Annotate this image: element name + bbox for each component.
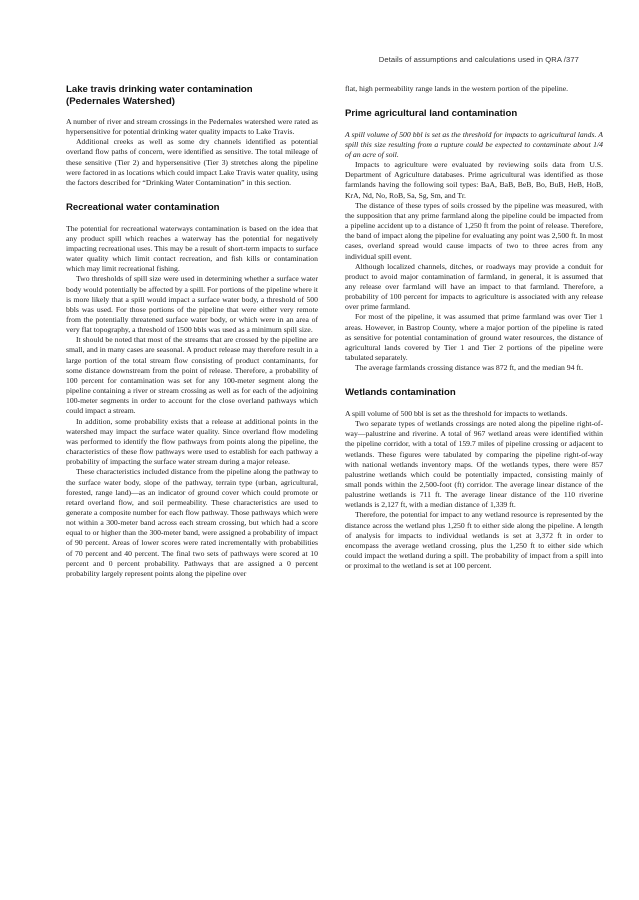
paragraph: The distance of these types of soils crossed by the pipeline was measured, with the supposition that any prime farmland along the pipeline could be impacted from a pipeline accident up to a distance of 1,250 ft from the point of release. Therefore, the band of impact along the pipeline for evaluating any point was 2,500 ft. In most cases, overland spread would cause impacts of two to three acres from any individual spill event.: [345, 200, 603, 261]
paragraph: Two thresholds of spill size were used in determining whether a surface water body would potentially be affected by a spill. For portions of the pipeline where it is more likely that a spill would impact a surface water body, a threshold of 500 bbls was used. For those portions of the pipeline that were either very remote from the potentially threatened surface water body, or which were in an area of very flat topography, a threshold of 1500 bbls was used as a minimum spill size.: [66, 274, 318, 335]
paragraph: It should be noted that most of the streams that are crossed by the pipeline are small, and in many cases are seasonal. A product release may therefore result in a large portion of the total stream flow consisting of product contaminants, for some distance downstream from the point of release. Therefore, a probability of 100 percent for contamination was set for any 100-meter segment along the pipeline containing a river or stream crossing as well as for each of the adjoining 100-meter segments in order to account for the close overland pathways which could impact a stream.: [66, 335, 318, 416]
paragraph: For most of the pipeline, it was assumed that prime farmland was over Tier 1 areas. However, in Bastrop County, where a major portion of the pipeline is rated as sensitive for potential contamination of ground water resources, the distance of agricultural lands covered by Tier 1 and Tier 2 portions of the pipeline were tabulated separately.: [345, 312, 603, 363]
running-header: Details of assumptions and calculations used in QRA /377: [378, 55, 579, 64]
paragraph: These characteristics included distance from the pipeline along the pathway to the surface water body, slope of the pathway, terrain type (urban, agricultural, forested, range land)—as an indicator of ground cover which could promote or retard overland flow, and soil permeability. These characteristics are used to generate a composite number for each flow pathway. Those pathways which were not within a 300-meter band across each stream crossing, but which had a score equal to or higher than the 300-meter band, were assigned a probability of impact of 90 percent. Areas of lower scores were rated incrementally with probabilities of 70 percent and 40 percent. The final two sets of pathways were scored at 10 percent and 0 percent probability. Pathways that are assigned a 0 percent probability largely represent points along the pipeline over: [66, 467, 318, 578]
heading-wetlands: Wetlands contamination: [345, 387, 456, 399]
right-column: [345, 84, 603, 571]
paragraph: The average farmlands crossing distance was 872 ft, and the median 94 ft.: [355, 363, 583, 373]
paragraph: A spill volume of 500 bbl is set as the threshold for impacts to agricultural lands. A spill this size resulting from a rupture could be expected to contaminate about 1/4 of an acre of soil.: [345, 129, 603, 159]
paragraph: Additional creeks as well as some dry channels identified as potential overland flow paths of concern, were identified as sensitive. The total mileage of these sensitive (Tier 2) and hypersensitive (Tier 3) stretches along the pipeline were factored in as locations which could impact Lake Travis water quality, using the factors described for “Drinking Water Contamination” in this section.: [66, 137, 318, 187]
paragraph: Therefore, the potential for impact to any wetland resource is represented by the distance across the wetland plus 1,250 ft to either side along the pipeline. A length of analysis for impacts to individual wetlands is set at 3,372 ft in order to encompass the average wetland crossing, plus the 1,250 ft to either side which could impact the wetland during a spill. The probability of impact from a spill into or proximal to the wetland is set at 100 percent.: [345, 510, 603, 571]
paragraph: A spill volume of 500 bbl is set as the threshold for impacts to wetlands.: [345, 408, 568, 418]
heading-prime-agricultural: Prime agricultural land contamination: [345, 108, 518, 120]
paragraph: The potential for recreational waterways contamination is based on the idea that any product spill which reaches a waterway has the potential for negatively impacting recreational uses. This may be a result of short-term impacts to surface water quality which limit contact recreation, and fish kills or contamination which may limit recreational fishing.: [66, 223, 318, 274]
paragraph: In addition, some probability exists that a release at additional points in the watershed may impact the surface water quality. Since overland flow modeling was performed to identify the flow pathways from points along the pipeline, the characteristics of these flow pathways were used to establish for each pathway a probability of impacting the surface water stream during a major release.: [66, 416, 318, 467]
paragraph: A number of river and stream crossings in the Pedernales watershed were rated as hypersensitive for potential drinking water quality impacts to Lake Travis.: [66, 117, 318, 137]
paragraph-continued: flat, high permeability range lands in the western portion of the pipeline.: [345, 84, 569, 93]
heading-recreational-water: Recreational water contamination: [66, 202, 220, 214]
paragraph: Although localized channels, ditches, or roadways may provide a conduit for product to avoid major contamination of farmland, in general, it is assumed that any release over farmland will have an impact to that farmland. Therefore, a probability of 100 percent for impacts to agriculture is associated with any release over prime farmland.: [345, 261, 603, 312]
left-column: [66, 84, 318, 579]
paragraph: Two separate types of wetlands crossings are noted along the pipeline right-of-way—palustrine and riverine. A total of 967 wetland areas were identified within the pipeline corridor, with a total of 159.7 miles of pipeline crossing or adjacent to wetlands. These figures were tabulated by comparing the pipeline right-of-way with national wetlands inventory maps. Of the wetlands types, there were 857 palustrine wetlands which could be potentially impacted, consisting mainly of small ponds within the 2,500-foot (ft) corridor. The average linear distance of the palustrine wetlands is 711 ft. The average linear distance of the 110 riverine wetlands is 2,127 ft, with a median distance of 1,339 ft.: [345, 419, 603, 510]
paragraph: Impacts to agriculture were evaluated by reviewing soils data from U.S. Department of Agriculture databases. Prime agricultural was identified as those farmlands having the following soil types: BaA, BaB, BeB, Bo, BuB, HeB, HoB, KrA, Nd, No, RoB, Sa, Sg, Sm, and Tr.: [345, 160, 603, 200]
heading-lake-travis: Lake travis drinking water contamination (Pedernales Watershed): [66, 84, 253, 107]
